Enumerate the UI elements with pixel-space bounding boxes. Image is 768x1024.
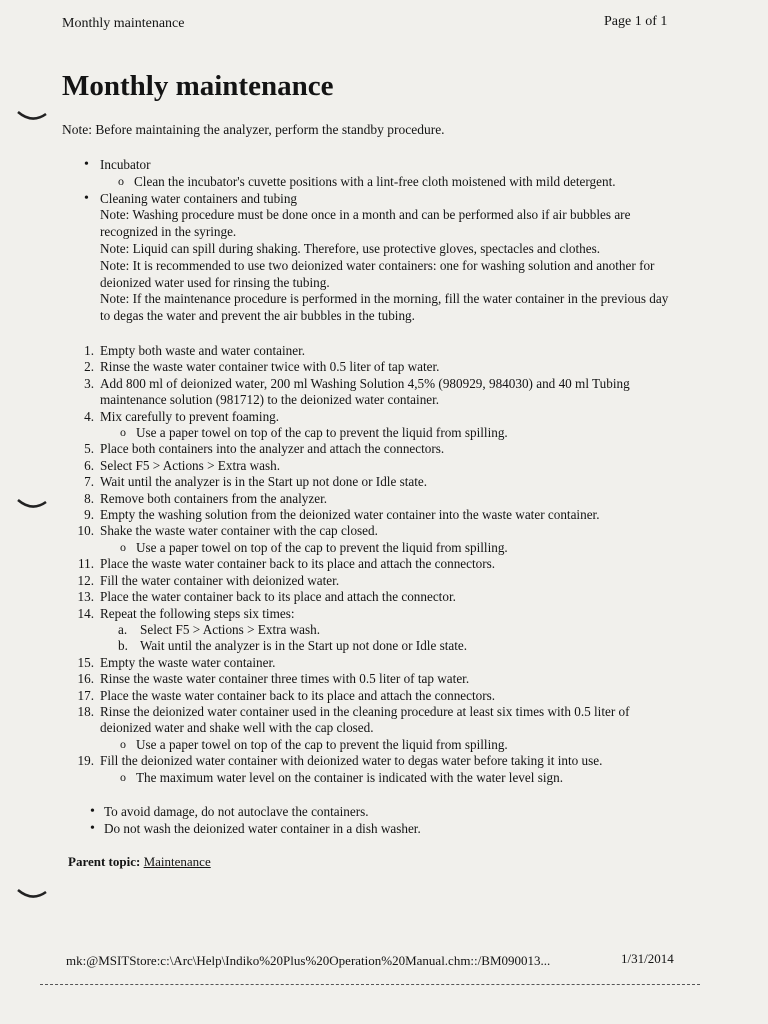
step-lettered-item xyxy=(100,638,680,654)
step-text: Shake the waste water container with the cap closed. xyxy=(100,523,378,539)
section-note: Note: Liquid can spill during shaking. Therefore, use protective gloves, spectacles and clothes. xyxy=(100,240,601,256)
step-number: 19. xyxy=(77,753,94,769)
step-item xyxy=(77,703,680,737)
step-text: Empty both waste and water container. xyxy=(100,343,306,358)
step-item xyxy=(84,507,680,523)
step-text: Rinse the deionized water container used in the cleaning procedure at least six times with 0.5 liter of deionized water and shake well with the cap closed. xyxy=(100,703,630,736)
step-number: 15. xyxy=(77,654,94,670)
step-item xyxy=(84,359,680,375)
step-number: 6. xyxy=(84,457,94,473)
header-title: Monthly maintenance xyxy=(62,16,185,31)
step-number: 4. xyxy=(84,408,94,424)
step-item xyxy=(77,687,680,704)
punch-hole-mark xyxy=(16,884,48,906)
step-text: Fill the deionized water container with deionized water to degas water before taking it into use. xyxy=(100,753,603,769)
step-letter: b. xyxy=(118,638,128,654)
warning-item: • To avoid damage, do not autoclave the containers. xyxy=(104,804,664,821)
step-number: 10. xyxy=(77,523,94,539)
step-number: 9. xyxy=(84,507,94,523)
parent-topic-label: Parent topic: xyxy=(68,854,141,869)
step-item xyxy=(84,375,680,409)
section-note: Note: It is recommended to use two deionized water containers: one for washing solution and another for deionized water used for rinsing the tubing. xyxy=(100,257,655,290)
footer-date: 1/31/2014 xyxy=(621,951,674,966)
warning-item: • Do not wash the deionized water container in a dish washer. xyxy=(104,821,664,838)
step-number: 5. xyxy=(84,441,94,457)
step-lettered-item xyxy=(100,622,680,638)
step-text: Rinse the waste water container three times with 0.5 liter of tap water. xyxy=(100,671,470,687)
section-note: Note: Washing procedure must be done once in a month and can be performed also if air bubbles are recognized in the syringe. xyxy=(100,207,631,240)
parent-topic-link[interactable]: Maintenance xyxy=(143,854,211,869)
punch-hole-mark xyxy=(16,106,48,128)
warning-list xyxy=(104,804,664,837)
step-number: 14. xyxy=(77,605,94,621)
step-number: 17. xyxy=(77,687,94,703)
step-text: Wait until the analyzer is in the Start up not done or Idle state. xyxy=(100,474,428,490)
step-letter: a. xyxy=(118,621,128,637)
step-text: Fill the water container with deionized water. xyxy=(100,572,340,588)
step-item xyxy=(77,572,680,589)
step-item xyxy=(84,457,680,474)
step-text: Rinse the waste water container twice with 0.5 liter of tap water. xyxy=(100,359,440,375)
step-number: 3. xyxy=(84,375,94,391)
step-text: Place the waste water container back to its place and attach the connectors. xyxy=(100,687,496,703)
section-note: Note: If the maintenance procedure is performed in the morning, fill the water container in the previous day to degas the water and prevent the air bubbles in the tubing. xyxy=(100,291,669,324)
step-number: 13. xyxy=(77,589,94,605)
step-number: 18. xyxy=(77,703,94,719)
procedure-steps xyxy=(77,343,680,786)
step-text: Place both containers into the analyzer and attach the connectors. xyxy=(100,441,445,457)
step-subitem: o Use a paper towel on top of the cap to prevent the liquid from spilling. xyxy=(100,425,680,441)
step-text: Place the water container back to its place and attach the connector. xyxy=(100,589,456,605)
step-number: 8. xyxy=(84,490,94,506)
step-number: 1. xyxy=(84,343,94,358)
step-lettered-text: Select F5 > Actions > Extra wash. xyxy=(140,621,321,637)
step-item xyxy=(84,343,680,359)
step-number: 11. xyxy=(78,556,94,572)
footer-path: mk:@MSITStore:c:\Arc\Help\Indiko%20Plus%20Operation%20Manual.chm::/BM090013... xyxy=(66,953,551,968)
parent-topic xyxy=(68,854,211,870)
step-text: Add 800 ml of deionized water, 200 ml Washing Solution 4,5% (980929, 984030) and 40 ml Tubing maintenance solution (981712) to the deionized water container. xyxy=(100,375,630,408)
step-text: Repeat the following steps six times: xyxy=(100,605,295,621)
step-number: 16. xyxy=(77,671,94,687)
page-number: Page 1 of 1 xyxy=(604,14,668,29)
step-lettered-text: Wait until the analyzer is in the Start up not done or Idle state. xyxy=(140,638,468,654)
section-cleaning: • Cleaning water containers and tubing xyxy=(100,191,680,208)
step-text: Mix carefully to prevent foaming. xyxy=(100,408,280,424)
step-subitem: o Use a paper towel on top of the cap to prevent the liquid from spilling. xyxy=(100,737,680,753)
step-item xyxy=(77,589,680,605)
step-item xyxy=(78,556,680,572)
step-text: Select F5 > Actions > Extra wash. xyxy=(100,457,281,473)
step-subitem: o Use a paper towel on top of the cap to prevent the liquid from spilling. xyxy=(100,540,680,556)
step-item xyxy=(84,408,680,425)
step-item xyxy=(77,671,680,687)
step-text: Empty the waste water container. xyxy=(100,654,276,670)
step-item xyxy=(77,605,680,622)
step-text: Empty the washing solution from the deionized water container into the waste water container. xyxy=(100,507,600,523)
step-item xyxy=(77,523,680,539)
page-title: Monthly maintenance xyxy=(62,70,334,102)
step-number: 12. xyxy=(77,572,94,588)
intro-note: Note: Before maintaining the analyzer, perform the standby procedure. xyxy=(62,122,445,137)
step-item xyxy=(84,490,680,507)
punch-hole-mark xyxy=(16,494,48,516)
step-item xyxy=(77,654,680,671)
step-item xyxy=(77,753,680,769)
footer-rule xyxy=(40,984,700,985)
step-item xyxy=(84,441,680,457)
step-text: Remove both containers from the analyzer. xyxy=(100,490,328,506)
section-subitem: o Clean the incubator's cuvette positions with a lint-free cloth moistened with mild detergent. xyxy=(100,174,680,191)
step-item xyxy=(84,474,680,490)
section-list xyxy=(100,157,680,325)
step-text: Place the waste water container back to its place and attach the connectors. xyxy=(100,556,496,572)
step-subitem: o The maximum water level on the container is indicated with the water level sign. xyxy=(100,770,680,786)
section-incubator: • Incubator xyxy=(100,157,680,174)
step-number: 7. xyxy=(84,474,94,490)
step-number: 2. xyxy=(84,359,94,375)
